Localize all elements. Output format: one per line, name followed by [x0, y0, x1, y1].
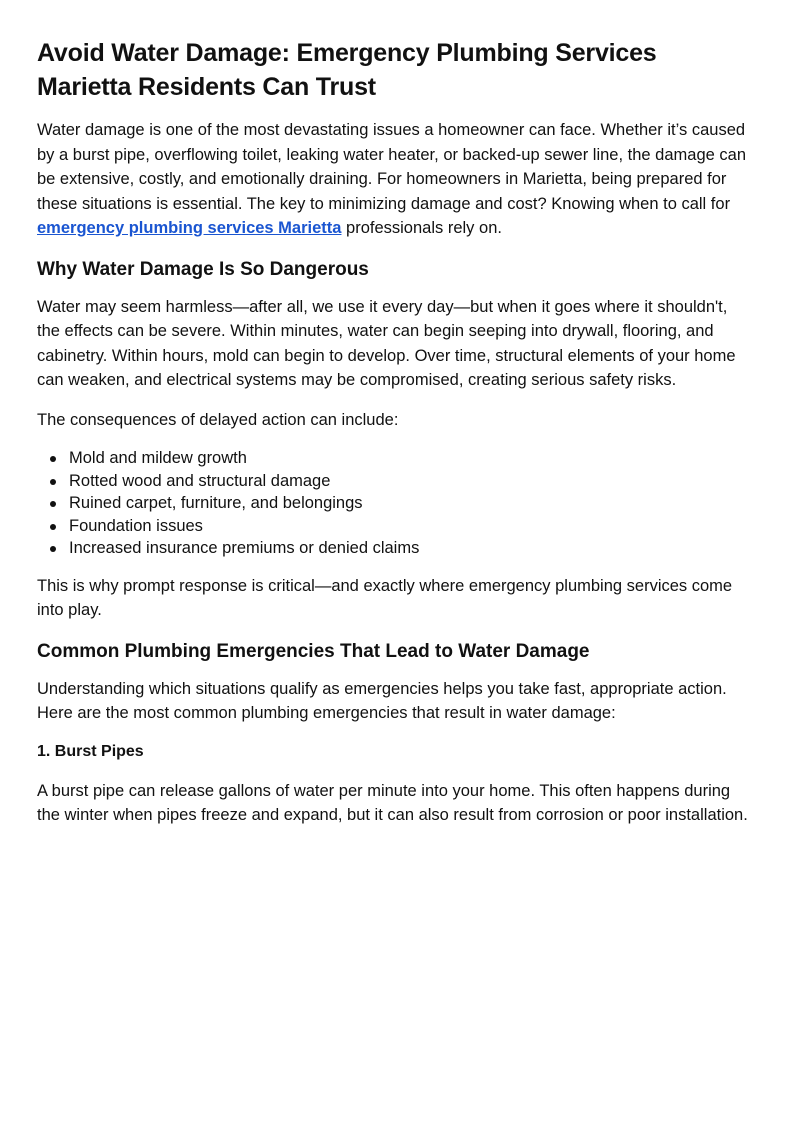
- intro-paragraph: [37, 118, 754, 241]
- list-item: [69, 447, 754, 470]
- intro-text-after-link: professionals rely on.: [341, 219, 502, 237]
- bullet-icon: [50, 456, 56, 462]
- dangers-paragraph: Water may seem harmless—after all, we use it every day—but when it goes where it shouldn't, the effects can be severe. Within minutes, water can begin seeping into drywall, flooring, and cabinetry. Within hours, mold can begin to develop. Over time, structural elements of your home can weaken, and electrical systems may be compromised, creating serious safety risks.: [37, 297, 736, 389]
- bullet-icon: [50, 501, 56, 507]
- consequences-list: [37, 447, 754, 560]
- bullet-icon: [50, 524, 56, 530]
- section-heading-dangers: Why Water Damage Is So Dangerous: [37, 258, 369, 280]
- list-item-text: Increased insurance premiums or denied claims: [69, 539, 420, 557]
- prompt-response-paragraph: This is why prompt response is critical—and exactly where emergency plumbing services come into play.: [37, 576, 733, 619]
- list-item-text: Mold and mildew growth: [69, 449, 247, 467]
- bullet-icon: [50, 546, 56, 552]
- bullet-icon: [50, 479, 56, 485]
- list-item: [69, 470, 754, 493]
- list-item-text: Rotted wood and structural damage: [69, 471, 331, 490]
- list-item-text: Ruined carpet, furniture, and belongings: [69, 494, 363, 512]
- list-item-text: Foundation issues: [69, 516, 203, 535]
- burst-pipes-paragraph: A burst pipe can release gallons of water per minute into your home. This often happens during the winter when pipes freeze and expand, but it can also result from corrosion or poor installation.: [37, 781, 748, 824]
- consequences-intro: The consequences of delayed action can include:: [37, 410, 399, 429]
- list-item: [69, 537, 754, 560]
- emergency-plumbing-link[interactable]: emergency plumbing services Marietta: [37, 219, 342, 237]
- section-heading-emergencies: Common Plumbing Emergencies That Lead to Water Damage: [37, 640, 590, 662]
- emergencies-intro-paragraph: Understanding which situations qualify as emergencies helps you take fast, appropriate action. Here are the most common plumbing emergencies that result in water damage:: [37, 679, 727, 722]
- subheading-burst-pipes: 1. Burst Pipes: [37, 742, 144, 760]
- intro-text-before-link: Water damage is one of the most devastating issues a homeowner can face. Whether it’s caused by a burst pipe, overflowing toilet, leaking water heater, or backed-up sewer line, the damage can be extensive, costly, and emotionally draining. For homeowners in Marietta, being prepared for these situations is essential. The key to minimizing damage and cost? Knowing when to call for: [37, 121, 746, 213]
- list-item: [69, 492, 754, 515]
- page-title: Avoid Water Damage: Emergency Plumbing Services Marietta Residents Can Trust: [37, 39, 657, 101]
- list-item: [69, 515, 754, 538]
